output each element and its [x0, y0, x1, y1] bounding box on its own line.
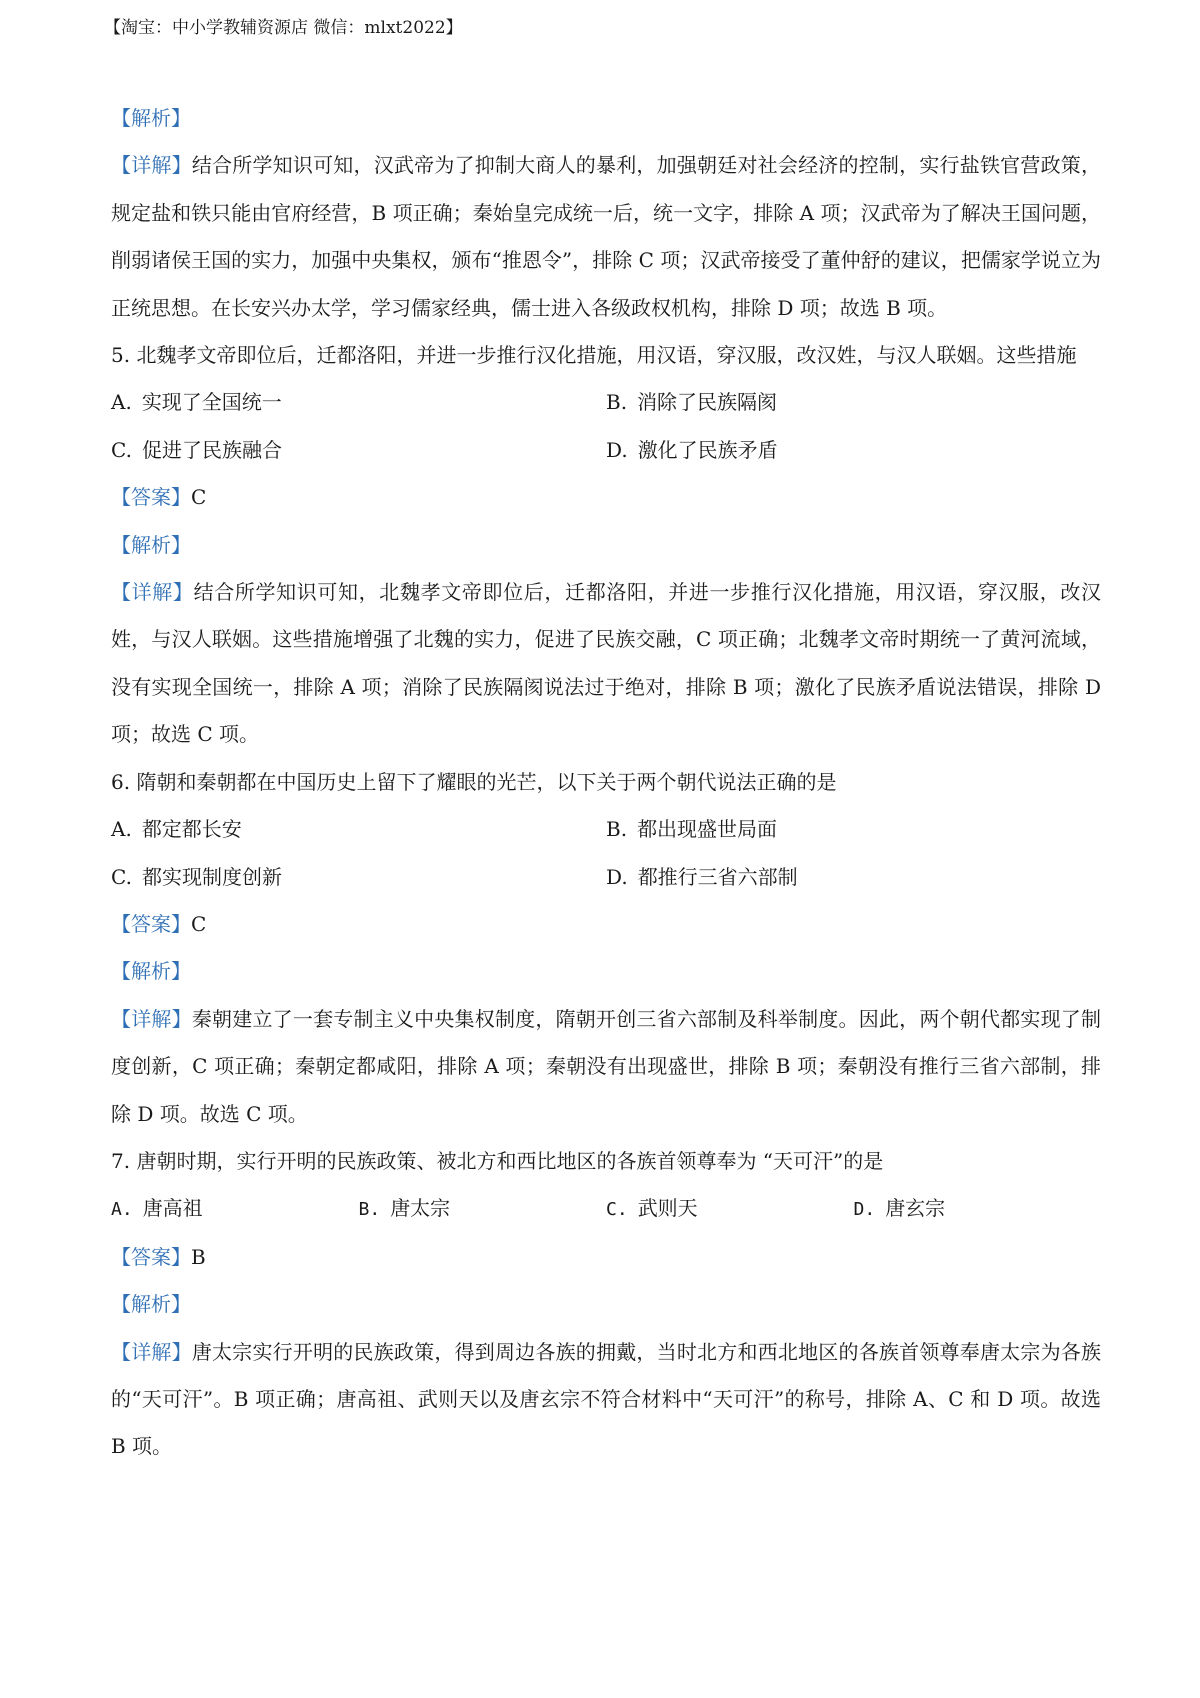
option-letter: C. [111, 864, 132, 889]
answer-tag: 【答案】 [111, 1244, 191, 1269]
option-text: 唐太宗 [390, 1196, 451, 1221]
option-letter: D. [606, 437, 628, 462]
detail-tag: 【详解】 [111, 153, 192, 178]
q7-stem: 7. 唐朝时期，实行开明的民族政策、被北方和西比地区的各族首领尊奉为 “天可汗”的是 [111, 1148, 884, 1173]
detail-tag: 【详解】 [111, 1339, 192, 1364]
q6-options-row-1 [111, 806, 1101, 853]
answer-tag: 【答案】 [111, 485, 191, 510]
analysis-tag: 【解析】 [111, 1292, 191, 1317]
q7-option-c [606, 1185, 854, 1233]
q7-answer-value: B [191, 1244, 206, 1269]
option-text: 都实现制度创新 [141, 864, 282, 889]
q5-stem: 5. 北魏孝文帝即位后，迁都洛阳，并进一步推行汉化措施，用汉语，穿汉服，改汉姓，与汉人联姻。这些措施 [111, 343, 1077, 368]
option-text: 促进了民族融合 [141, 437, 282, 462]
q6-option-a [111, 806, 606, 853]
option-text: 激化了民族矛盾 [637, 437, 778, 462]
q4-detail-text: 结合所学知识可知，汉武帝为了抑制大商人的暴利，加强朝廷对社会经济的控制，实行盐铁官营政策，规定盐和铁只能由官府经营，B 项正确；秦始皇完成统一后，统一文字，排除 A 项；汉武帝为了解决王国问题，削弱诸侯王国的实力，加强中央集权，颁布“推恩令”，排除 C 项；汉武帝接受了董仲舒的建议，把儒家学说立为正统思想。在长安兴办太学，学习儒家经典，儒士进入各级政权机构，排除 D 项；故选 B 项。 [111, 153, 1102, 320]
option-letter: C. [111, 437, 132, 462]
q5-options-row-1 [111, 379, 1101, 426]
q5-options-row-2 [111, 427, 1101, 474]
q6-options-row-2 [111, 854, 1101, 901]
q5-option-d [606, 427, 1101, 474]
q4-analysis-heading [111, 95, 1101, 142]
option-text: 实现了全国统一 [141, 390, 282, 415]
q5-option-a [111, 379, 606, 426]
option-text: 都出现盛世局面 [637, 817, 778, 842]
detail-tag: 【详解】 [111, 1006, 192, 1031]
q6-detail-text: 秦朝建立了一套专制主义中央集权制度，隋朝开创三省六部制及科举制度。因此，两个朝代都实现了制度创新，C 项正确；秦朝定都咸阳，排除 A 项；秦朝没有出现盛世，排除 B 项；秦朝没有推行三省六部制，排除 D 项。故选 C 项。 [111, 1006, 1102, 1126]
analysis-tag: 【解析】 [111, 959, 191, 984]
q5-detail-text: 结合所学知识可知，北魏孝文帝即位后，迁都洛阳，并进一步推行汉化措施，用汉语，穿汉服，改汉姓，与汉人联姻。这些措施增强了北魏的实力，促进了民族交融，C 项正确；北魏孝文帝时期统一了黄河流域，没有实现全国统一，排除 A 项；消除了民族隔阂说法过于绝对，排除 B 项；激化了民族矛盾说法错误，排除 D 项；故选 C 项。 [111, 580, 1102, 747]
analysis-tag: 【解析】 [111, 106, 191, 130]
q5-answer-value: C [191, 485, 207, 510]
q6-answer [111, 901, 1101, 948]
answer-tag: 【答案】 [111, 911, 191, 936]
option-text: 唐玄宗 [885, 1196, 946, 1221]
q5-analysis-heading [111, 522, 1101, 569]
q6-option-d [606, 854, 1101, 901]
option-text: 消除了民族隔阂 [637, 390, 778, 415]
q6-stem: 6. 隋朝和秦朝都在中国历史上留下了耀眼的光芒，以下关于两个朝代说法正确的是 [111, 769, 837, 794]
q4-detail [111, 142, 1101, 332]
option-letter: D. [853, 1199, 876, 1221]
analysis-tag: 【解析】 [111, 532, 191, 557]
option-text: 唐高祖 [142, 1196, 203, 1221]
q7-option-a [111, 1185, 359, 1233]
q7-option-d [854, 1185, 1102, 1233]
option-letter: B. [358, 1199, 381, 1221]
option-text: 都推行三省六部制 [637, 864, 798, 889]
option-letter: A. [111, 390, 132, 415]
q6-option-c [111, 854, 606, 901]
q5-detail [111, 569, 1101, 759]
option-text: 都定都长安 [141, 817, 242, 842]
option-letter: D. [606, 864, 628, 889]
q6-option-b [606, 806, 1101, 853]
q7-detail-text: 唐太宗实行开明的民族政策，得到周边各族的拥戴，当时北方和西北地区的各族首领尊奉唐太宗为各族的“天可汗”。B 项正确；唐高祖、武则天以及唐玄宗不符合材料中“天可汗”的称号，排除 A、C 和 D 项。故选 B 项。 [111, 1339, 1102, 1459]
detail-tag: 【详解】 [111, 580, 194, 605]
q6-answer-value: C [191, 911, 207, 936]
q7-options-row [111, 1185, 1101, 1233]
q7-analysis-heading [111, 1281, 1101, 1328]
q6-analysis-heading [111, 948, 1101, 995]
q7-detail [111, 1329, 1101, 1471]
option-letter: B. [606, 817, 628, 842]
q5-answer [111, 474, 1101, 521]
q5-option-b [606, 379, 1101, 426]
page-content [111, 95, 1101, 1471]
header-note: 【淘宝：中小学教辅资源店 微信：mlxt2022】 [104, 18, 463, 38]
option-text: 武则天 [637, 1196, 698, 1221]
option-letter: A. [111, 1199, 133, 1221]
q7-option-b [359, 1185, 607, 1233]
q6-detail [111, 996, 1101, 1138]
q7-answer [111, 1234, 1101, 1281]
option-letter: A. [111, 817, 132, 842]
option-letter: C. [606, 1199, 628, 1221]
q5-option-c [111, 427, 606, 474]
option-letter: B. [606, 390, 628, 415]
